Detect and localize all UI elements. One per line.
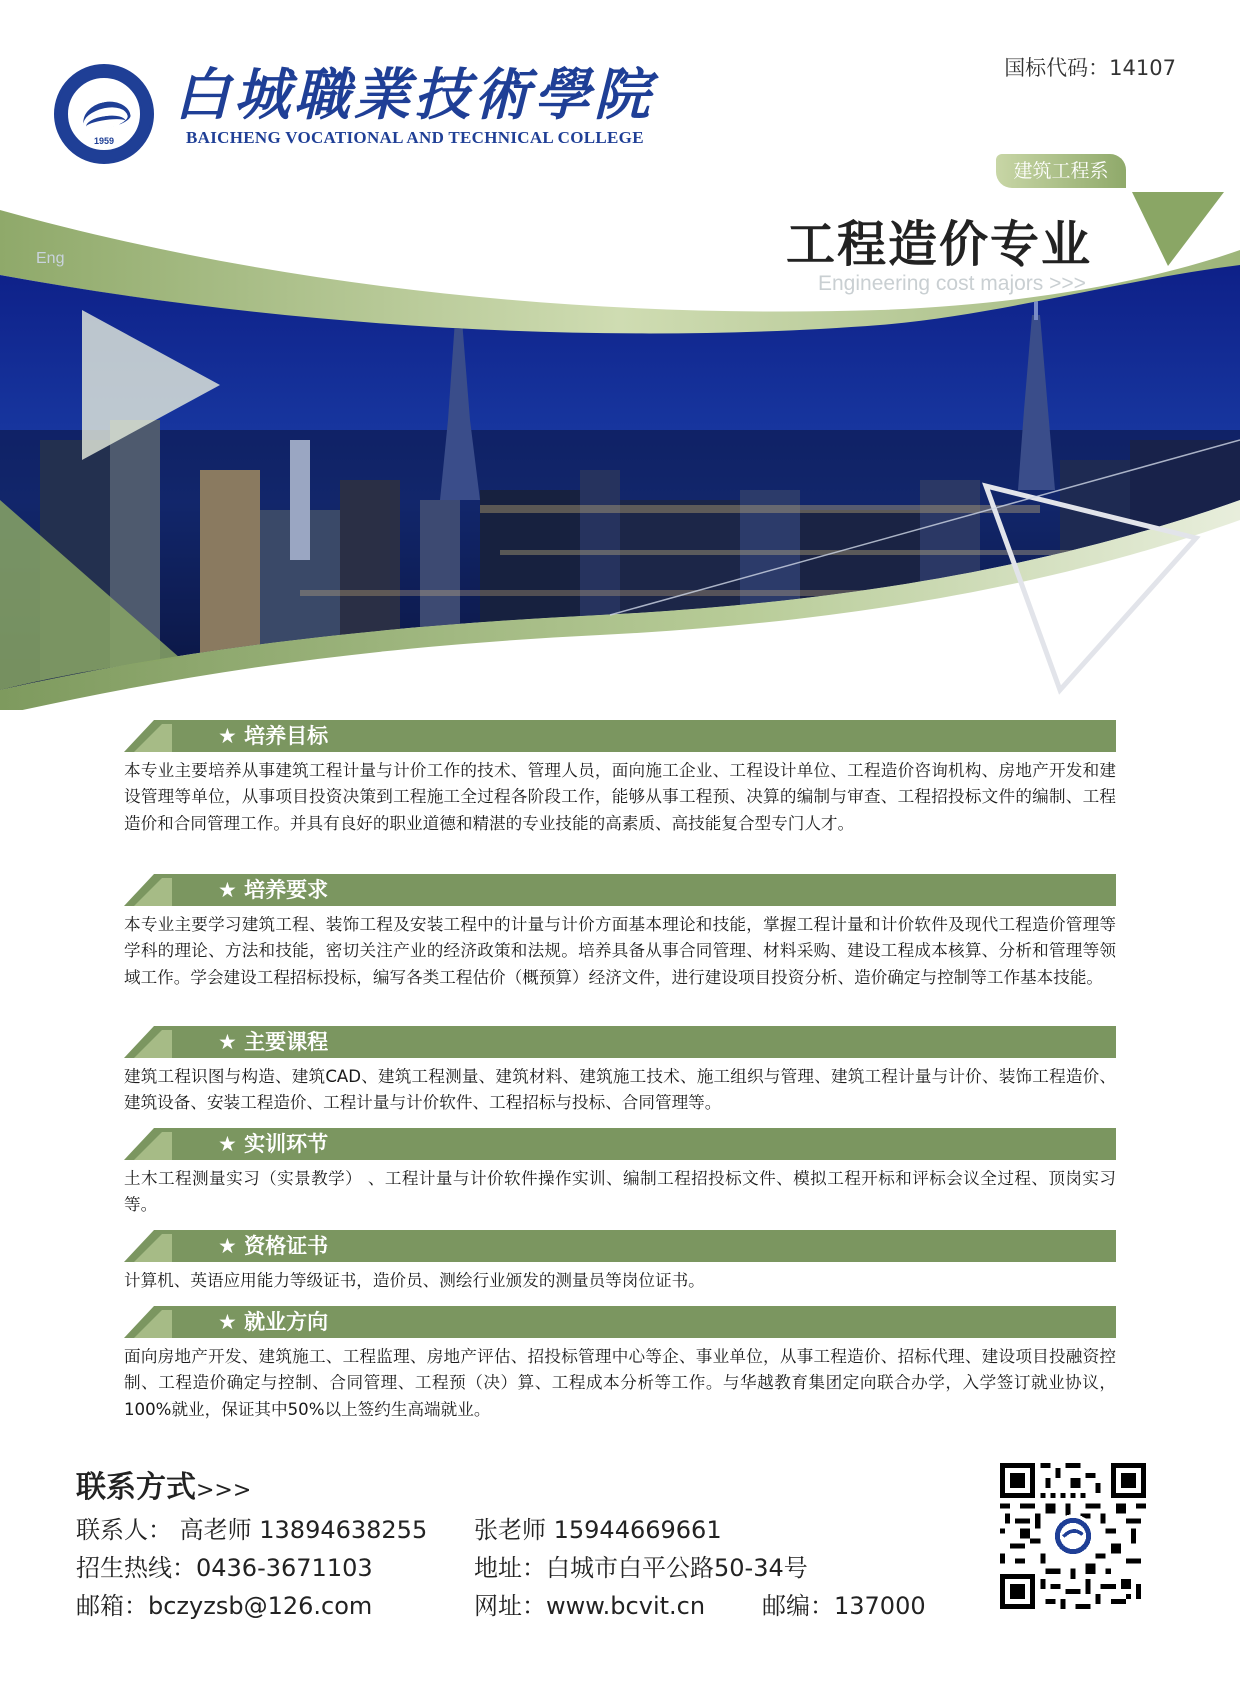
section-body: 建筑工程识图与构造、建筑CAD、建筑工程测量、建筑材料、建筑施工技术、施工组织与管理、建筑工程计量与计价、装饰工程造价、建筑设备、安装工程造价、工程计量与计价软件、工程招标与投标、合同管理等。 [124,1067,1116,1113]
school-name-cn: 白城職業技術學院 [174,62,654,128]
college-seal-logo [54,64,154,164]
section-training-objective [124,720,1116,837]
section-title: ★ 培养要求 [218,878,329,902]
section-main-courses [124,1026,1116,1117]
title-triangle [1132,188,1228,268]
section-header [124,1230,1116,1262]
section-body: 计算机、英语应用能力等级证书，造价员、测绘行业颁发的测量员等岗位证书。 [124,1271,705,1290]
postcode: 邮编：137000 [762,1592,926,1620]
section-header [124,1026,1116,1058]
section-header [124,720,1116,752]
seal-year: 1959 [93,136,115,146]
national-code: 国标代码：14107 [1004,56,1176,80]
section-certificates [124,1230,1116,1294]
section-practical-training [124,1128,1116,1219]
section-training-requirements [124,874,1116,991]
department-tag: 建筑工程系 [996,154,1126,188]
section-body: 土木工程测量实习（实景教学） 、工程计量与计价软件操作实训、编制工程招投标文件、模拟工程开标和评标会议全过程、顶岗实习等。 [124,1169,1116,1215]
section-header [124,1128,1116,1160]
section-title: ★ 实训环节 [218,1132,329,1156]
banner-ghost-text: Eng [36,250,65,267]
contact-title [76,1462,251,1506]
admission-hotline: 招生热线：0436-3671103 [76,1554,373,1582]
contact-person-2: 张老师 15944669661 [474,1516,722,1544]
contact-title-arrows: >>> [196,1478,252,1503]
section-header [124,1306,1116,1338]
section-employment [124,1306,1116,1423]
section-body: 本专业主要培养从事建筑工程计量与计价工作的技术、管理人员，面向施工企业、工程设计单位、工程造价咨询机构、房地产开发和建设管理等单位，从事项目投资决策到工程施工全过程各阶段工作，能够从事工程预、决算的编制与审查、工程招投标文件的编制、工程造价和合同管理工作。并具有良好的职业道德和精湛的专业技能的高素质、高技能复合型专门人才。 [124,761,1116,833]
major-title-en: Engineering cost majors >>> [818,272,1086,295]
section-header [124,874,1116,906]
seal-inner-ring [66,76,142,152]
website-link[interactable]: 网址：www.bcvit.cn [474,1592,706,1620]
contact-title-text: 联系方式 [76,1470,196,1505]
section-title: ★ 主要课程 [218,1030,329,1054]
qr-code [1000,1463,1146,1609]
section-body: 本专业主要学习建筑工程、装饰工程及安装工程中的计量与计价方面基本理论和技能，掌握工程计量和计价软件及现代工程造价管理等学科的理论、方法和技能，密切关注产业的经济政策和法规。培养具备从事合同管理、材料采购、建设工程成本核算、分析和管理等领域工作。学会建设工程招标投标，编写各类工程估价（概预算）经济文件，进行建设项目投资分析、造价确定与控制等工作基本技能。 [124,915,1116,987]
section-title: ★ 就业方向 [218,1310,329,1334]
email[interactable]: 邮箱：bczyzsb@126.com [76,1592,373,1620]
section-title: ★ 资格证书 [218,1234,329,1258]
school-name-en: BAICHENG VOCATIONAL AND TECHNICAL COLLEGE [186,128,644,147]
section-body: 面向房地产开发、建筑施工、工程监理、房地产评估、招投标管理中心等企、事业单位，从事工程造价、招标代理、建设项目投融资控制、工程造价确定与控制、合同管理、工程预（决）算、工程成本分析等工作。与华越教育集团定向联合办学，入学签订就业协议，100%就业，保证其中50%以上签约生高端就业。 [124,1347,1116,1419]
section-title: ★ 培养目标 [218,724,329,748]
contact-person: 联系人： 高老师 13894638255 [76,1516,428,1544]
major-title: 工程造价专业 [786,216,1093,273]
address: 地址：白城市白平公路50-34号 [474,1554,808,1582]
